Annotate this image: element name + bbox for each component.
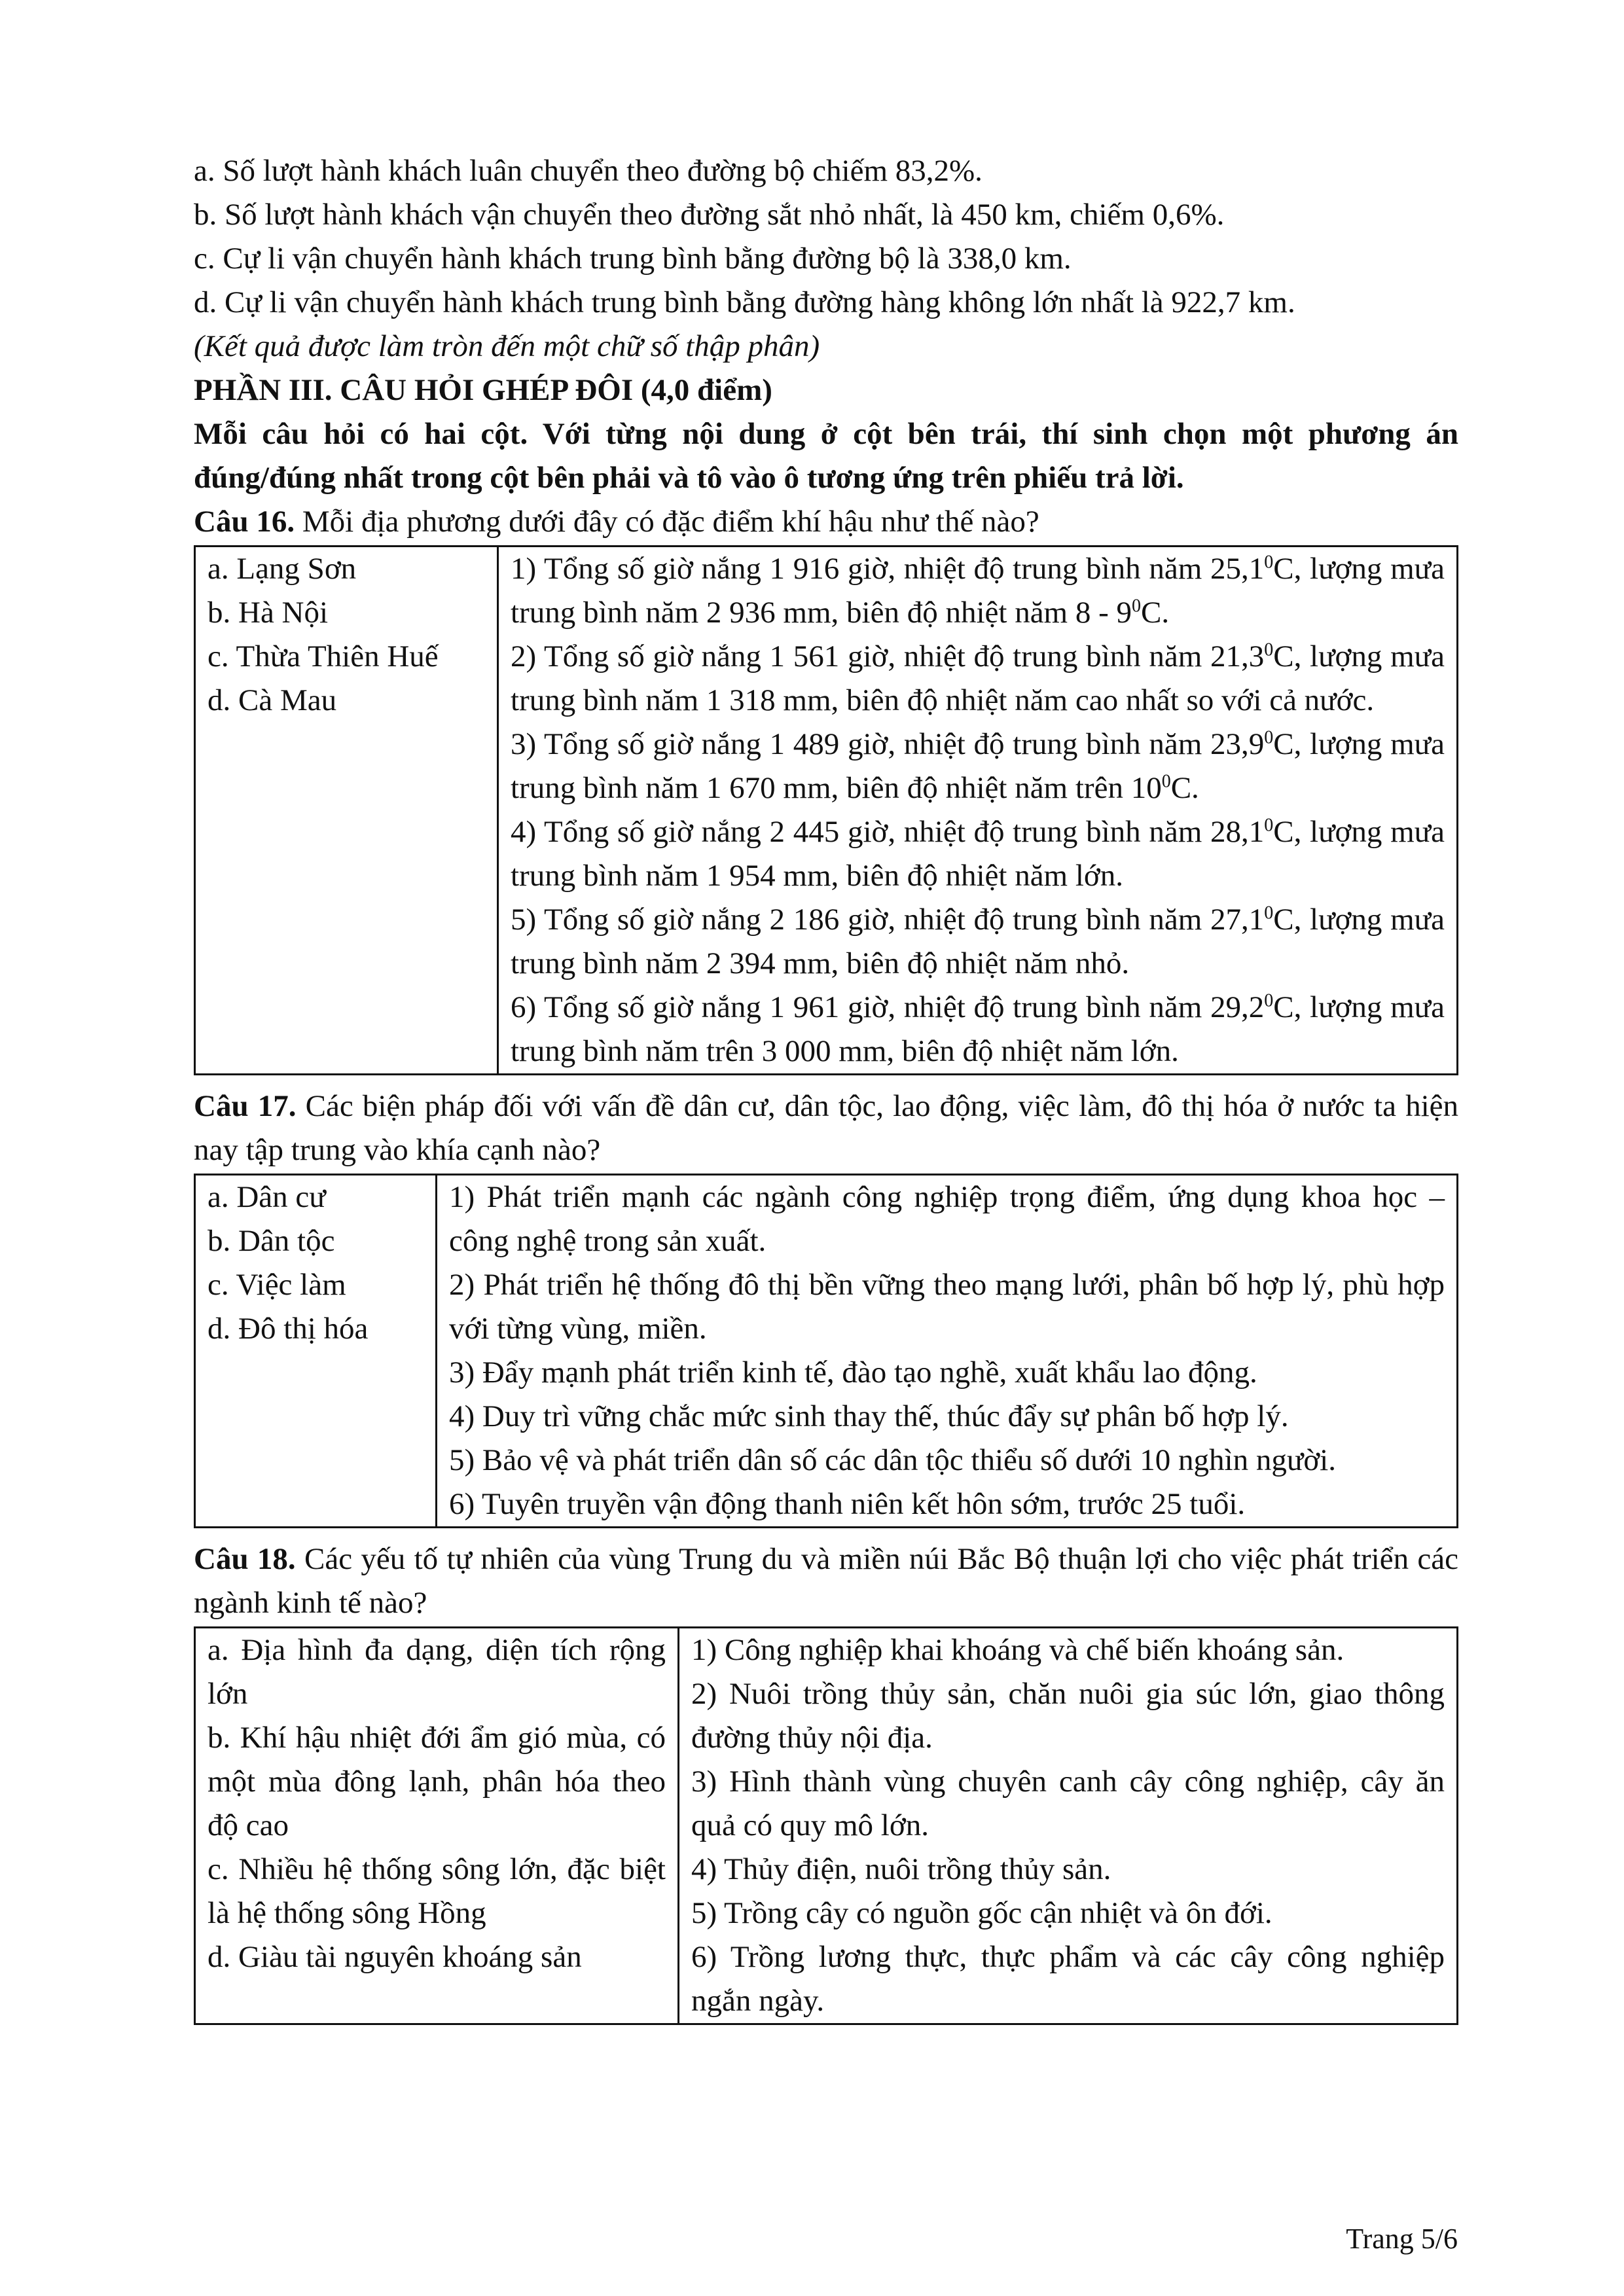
question-17-label: Câu 17.	[194, 1089, 297, 1123]
q17-option-6: 6) Tuyên truyền vận động thanh niên kết hôn sớm, trước 25 tuổi.	[449, 1487, 1246, 1521]
rounding-note: (Kết quả được làm tròn đến một chữ số thập phân)	[194, 329, 820, 363]
q16-option-1: 1) Tổng số giờ nắng 1 916 giờ, nhiệt độ trung bình năm 25,1$^0$C, lượng mưa trung bình năm 2 936 mm, biên độ nhiệt năm $8 - 9^0C$.	[511, 552, 1445, 630]
question-18-label: Câu 18.	[194, 1542, 296, 1576]
question-18-left-column	[195, 1628, 679, 2024]
question-16	[194, 500, 1458, 544]
q17-left-c: c. Việc làm	[208, 1268, 346, 1302]
q18-left-c: c. Nhiều hệ thống sông lớn, đặc biệt là hệ thống sông Hồng	[208, 1852, 666, 1930]
question-17-text: Các biện pháp đối với vấn đề dân cư, dân tộc, lao động, việc làm, đô thị hóa ở nước ta hiện nay tập trung vào khía cạnh nào?	[194, 1089, 1458, 1167]
section-instruction-line-1: Mỗi câu hỏi có hai cột. Với từng nội dung ở cột bên trái, thí sinh chọn một phương án	[194, 417, 1458, 451]
document-page	[194, 149, 1458, 2034]
q16-option-4: 4) Tổng số giờ nắng 2 445 giờ, nhiệt độ trung bình năm 28,1$^0$C, lượng mưa trung bình năm 1 954 mm, biên độ nhiệt năm lớn.	[511, 815, 1445, 893]
q16-left-c: c. Thừa Thiên Huế	[208, 639, 439, 673]
q17-option-4: 4) Duy trì vững chắc mức sinh thay thế, thúc đẩy sự phân bố hợp lý.	[449, 1399, 1289, 1433]
q16-left-d: d. Cà Mau	[208, 683, 337, 717]
question-17-table	[194, 1174, 1458, 1528]
question-17-left-column	[195, 1175, 437, 1528]
q16-option-5: 5) Tổng số giờ nắng 2 186 giờ, nhiệt độ trung bình năm 27,1$^0$C, lượng mưa trung bình năm 2 394 mm, biên độ nhiệt năm nhỏ.	[511, 903, 1445, 980]
section-instruction-line-2: đúng/đúng nhất trong cột bên phải và tô vào ô tương ứng trên phiếu trả lời.	[194, 461, 1184, 495]
q17-left-d: d. Đô thị hóa	[208, 1312, 369, 1346]
question-17	[194, 1085, 1458, 1172]
q18-left-b: b. Khí hậu nhiệt đới ẩm gió mùa, có một mùa đông lạnh, phân hóa theo độ cao	[208, 1721, 666, 1842]
q18-option-2: 2) Nuôi trồng thủy sản, chăn nuôi gia súc lớn, giao thông đường thủy nội địa.	[691, 1677, 1445, 1755]
page-number: Trang 5/6	[1346, 2223, 1458, 2255]
q18-left-a: a. Địa hình đa dạng, diện tích rộng lớn	[208, 1633, 666, 1711]
q18-option-5: 5) Trồng cây có nguồn gốc cận nhiệt và ôn đới.	[691, 1896, 1272, 1930]
question-18-table	[194, 1626, 1458, 2025]
q18-option-3: 3) Hình thành vùng chuyên canh cây công nghiệp, cây ăn quả có quy mô lớn.	[691, 1765, 1445, 1842]
q16-option-6: 6) Tổng số giờ nắng 1 961 giờ, nhiệt độ trung bình năm 29,2$^0$C, lượng mưa trung bình năm trên 3 000 mm, biên độ nhiệt năm lớn.	[511, 990, 1445, 1068]
q16-option-2: 2) Tổng số giờ nắng 1 561 giờ, nhiệt độ trung bình năm 21,3$^0$C, lượng mưa trung bình năm 1 318 mm, biên độ nhiệt năm cao nhất so với cả nước.	[511, 639, 1445, 717]
section-title: PHẦN III. CÂU HỎI GHÉP ĐÔI (4,0 điểm)	[194, 373, 772, 407]
q18-option-4: 4) Thủy điện, nuôi trồng thủy sản.	[691, 1852, 1111, 1886]
question-16-label: Câu 16.	[194, 505, 295, 539]
statement-a: a. Số lượt hành khách luân chuyển theo đường bộ chiếm 83,2%.	[194, 154, 983, 188]
statement-b: b. Số lượt hành khách vận chuyển theo đường sắt nhỏ nhất, là 450 km, chiếm 0,6%.	[194, 198, 1225, 232]
question-16-right-column	[498, 547, 1458, 1075]
question-16-text: Mỗi địa phương dưới đây có đặc điểm khí hậu như thế nào?	[302, 505, 1039, 539]
question-18	[194, 1537, 1458, 1625]
q16-left-b: b. Hà Nội	[208, 596, 329, 630]
question-17-right-column	[437, 1175, 1458, 1528]
question-18-right-column	[679, 1628, 1458, 2024]
statement-c: c. Cự li vận chuyển hành khách trung bình bằng đường bộ là 338,0 km.	[194, 242, 1072, 276]
question-16-left-column	[195, 547, 498, 1075]
q16-option-3: 3) Tổng số giờ nắng 1 489 giờ, nhiệt độ trung bình năm 23,9$^0$C, lượng mưa trung bình năm 1 670 mm, biên độ nhiệt năm trên $10^0C$.	[511, 727, 1445, 805]
statement-d: d. Cự li vận chuyển hành khách trung bình bằng đường hàng không lớn nhất là 922,7 km.	[194, 285, 1295, 319]
q18-option-6: 6) Trồng lương thực, thực phẩm và các cây công nghiệp ngắn ngày.	[691, 1940, 1445, 2018]
q18-left-d: d. Giàu tài nguyên khoáng sản	[208, 1940, 582, 1974]
question-18-text: Các yếu tố tự nhiên của vùng Trung du và miền núi Bắc Bộ thuận lợi cho việc phát triển các ngành kinh tế nào?	[194, 1542, 1459, 1620]
q18-option-1: 1) Công nghiệp khai khoáng và chế biến khoáng sản.	[691, 1633, 1344, 1667]
q16-left-a: a. Lạng Sơn	[208, 552, 357, 586]
q17-option-5: 5) Bảo vệ và phát triển dân số các dân tộc thiểu số dưới 10 nghìn người.	[449, 1443, 1336, 1477]
q17-option-3: 3) Đẩy mạnh phát triển kinh tế, đào tạo nghề, xuất khẩu lao động.	[449, 1355, 1257, 1390]
q17-left-a: a. Dân cư	[208, 1180, 326, 1214]
q17-option-2: 2) Phát triển hệ thống đô thị bền vững theo mạng lưới, phân bố hợp lý, phù hợp với từng vùng, miền.	[449, 1268, 1445, 1346]
q17-left-b: b. Dân tộc	[208, 1224, 335, 1258]
q17-option-1: 1) Phát triển mạnh các ngành công nghiệp trọng điểm, ứng dụng khoa học – công nghệ trong sản xuất.	[449, 1180, 1445, 1258]
question-16-table	[194, 545, 1458, 1075]
